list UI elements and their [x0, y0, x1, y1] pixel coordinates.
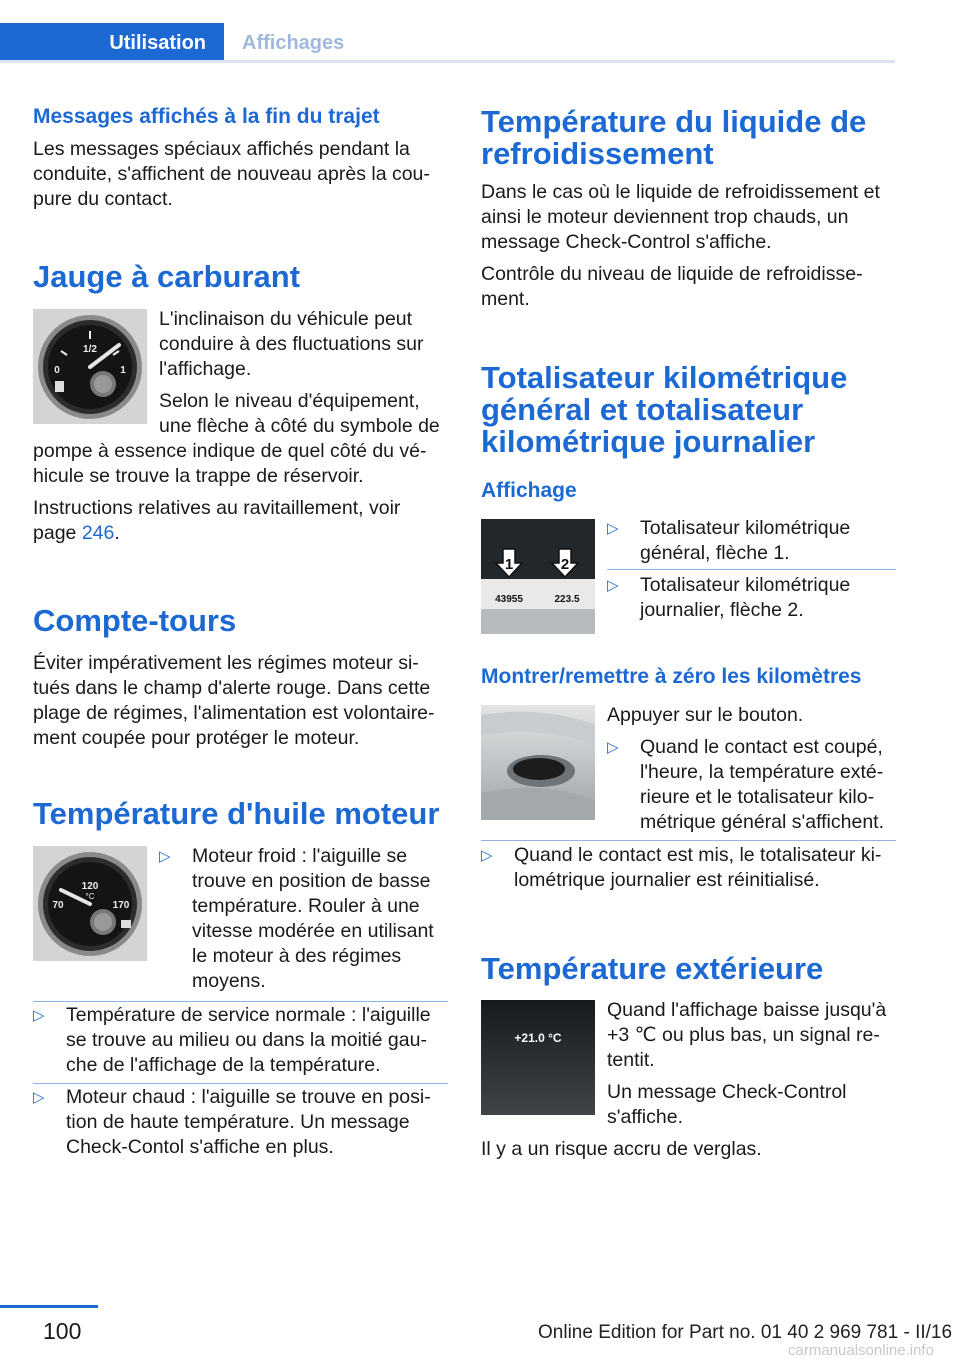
- section-title-oil-temp: Température d'huile moteur: [33, 796, 440, 831]
- reset-item-1-text: Quand le contact est coupé, l'heure, la température extérieure et le totalisateur kilométrique général s'affichent.: [640, 736, 885, 833]
- reset-knob-icon: [513, 758, 565, 780]
- oil-temp-gauge-image: [33, 846, 147, 961]
- arrow-1-label: 1: [504, 556, 514, 573]
- tab-utilisation[interactable]: Utilisation: [0, 23, 224, 63]
- reset-item-2: [481, 843, 896, 893]
- fuel-text-3-main: Instructions relatives au ravitaillement, voir page: [33, 497, 401, 544]
- list-divider: [33, 1001, 448, 1002]
- outside-temp-text-2: Un message Check-Control s'affiche.: [607, 1081, 847, 1128]
- rev-counter-text: Éviter impérativement les régimes moteur situés dans le champ d'alerte rouge. Dans cette plage de régimes, l'alimentation est volontairement coupée pour protéger le moteur.: [33, 652, 435, 749]
- outside-temp-text-1: Quand l'affichage baisse jusqu'à +3 ℃ ou plus bas, un signal retentit.: [607, 999, 887, 1071]
- bullet-icon: ▷: [33, 1007, 45, 1024]
- list-divider: [33, 1083, 448, 1084]
- fuel-text-2b: pompe à essence indique de quel côté du véhicule se trouve la trappe de réservoir.: [33, 440, 427, 487]
- reset-item-1: [607, 735, 896, 835]
- list-divider: [481, 840, 896, 841]
- oil-gauge-mid-label: 120: [81, 881, 99, 892]
- oil-item-2: [33, 1003, 448, 1078]
- watermark: carmanualsonline.info: [788, 1342, 934, 1359]
- coolant-text-2: Contrôle du niveau de liquide de refroidissement.: [481, 263, 863, 310]
- reset-text: Appuyer sur le bouton.: [607, 704, 804, 726]
- bullet-icon: ▷: [33, 1089, 45, 1106]
- oil-gauge-high-label: 170: [112, 900, 130, 911]
- outside-temp-display-image: [481, 1000, 595, 1115]
- bullet-icon: ▷: [607, 520, 619, 537]
- fuel-gauge-zero-label: 0: [54, 365, 60, 376]
- oil-item-1: [159, 844, 448, 994]
- fuel-text-1: L'inclinaison du véhicule peut conduire à des fluctuations sur l'affichage.: [159, 308, 424, 380]
- edition-note: Online Edition for Part no. 01 40 2 969 781 - II/16: [538, 1322, 953, 1343]
- section-title-rev-counter: Compte-tours: [33, 603, 237, 638]
- oil-item-2-text: Température de service normale : l'aiguille se trouve au milieu ou dans la moitié gauche de l'affichage de la température.: [66, 1004, 431, 1076]
- tab-affichages[interactable]: Affichages: [242, 32, 345, 54]
- footer-accent-line: [0, 1305, 98, 1308]
- odo-item-1: [607, 516, 896, 566]
- fuel-text-3-end: .: [114, 522, 120, 544]
- fuel-gauge-half-label: 1/2: [83, 344, 97, 355]
- section-title-fuel: Jauge à carburant: [33, 259, 301, 294]
- list-divider: [607, 569, 896, 570]
- coolant-text-1: Dans le cas où le liquide de refroidissement et ainsi le moteur deviennent trop chauds, un message Check-Control s'affiche.: [481, 181, 880, 253]
- bullet-icon: ▷: [481, 847, 493, 864]
- outside-temp-value: +21.0 °C: [514, 1031, 562, 1045]
- oil-item-3: [33, 1085, 448, 1160]
- arrow-2-label: 2: [560, 556, 570, 573]
- oil-item-1-text: Moteur froid : l'aiguille se trouve en position de basse température. Rouler à une vitesse modérée en utilisant le moteur à des régimes moyens.: [192, 845, 434, 992]
- bullet-icon: ▷: [607, 577, 619, 594]
- odo-item-2-text: Totalisateur kilométrique journalier, flèche 2.: [640, 574, 851, 621]
- header-divider: [0, 60, 895, 63]
- reset-item-2-text: Quand le contact est mis, le totalisateur kilométrique journalier est réinitialisé.: [514, 844, 882, 891]
- page-link-246[interactable]: 246: [81, 522, 115, 544]
- odometer-trip-value: 223.5: [554, 594, 580, 605]
- odo-item-2: [607, 573, 896, 623]
- fuel-gauge-image: [33, 309, 147, 424]
- outside-temp-text-3: Il y a un risque accru de verglas.: [481, 1138, 762, 1160]
- fuel-text-3: [33, 496, 448, 546]
- odometer-total-value: 43955: [495, 594, 523, 605]
- oil-item-3-text: Moteur chaud : l'aiguille se trouve en position de haute température. Un message Check-Contol s'affiche en plus.: [66, 1086, 431, 1158]
- page-number: 100: [43, 1318, 82, 1344]
- section-title-end-messages: Messages affichés à la fin du trajet: [33, 105, 380, 128]
- fuel-text-2a: Selon le niveau d'équipement, une flèche à côté du symbole de: [159, 390, 440, 437]
- fuel-gauge-full-label: 1: [120, 365, 126, 376]
- odometer-display-image: [481, 519, 595, 634]
- section-title-coolant: Température du liquide de refroidissement: [481, 104, 867, 171]
- oil-can-icon: [121, 920, 131, 928]
- reset-button-image: [481, 705, 595, 820]
- oil-gauge-low-label: 70: [52, 900, 64, 911]
- oil-gauge-unit-label: °C: [85, 892, 95, 901]
- end-messages-text: Les messages spéciaux affichés pendant la conduite, s'affichent de nouveau après la coupure du contact.: [33, 138, 430, 210]
- subsection-title-reset: Montrer/remettre à zéro les kilomètres: [481, 665, 862, 688]
- section-title-odometer: Totalisateur kilométrique général et totalisateur kilométrique journalier: [481, 360, 848, 459]
- subsection-title-display: Affichage: [481, 479, 577, 502]
- fuel-pump-icon: [55, 381, 64, 392]
- section-title-outside-temp: Température extérieure: [481, 951, 824, 986]
- bullet-icon: ▷: [607, 739, 619, 756]
- bullet-icon: ▷: [159, 848, 171, 865]
- odo-item-1-text: Totalisateur kilométrique général, flèche 1.: [640, 517, 851, 564]
